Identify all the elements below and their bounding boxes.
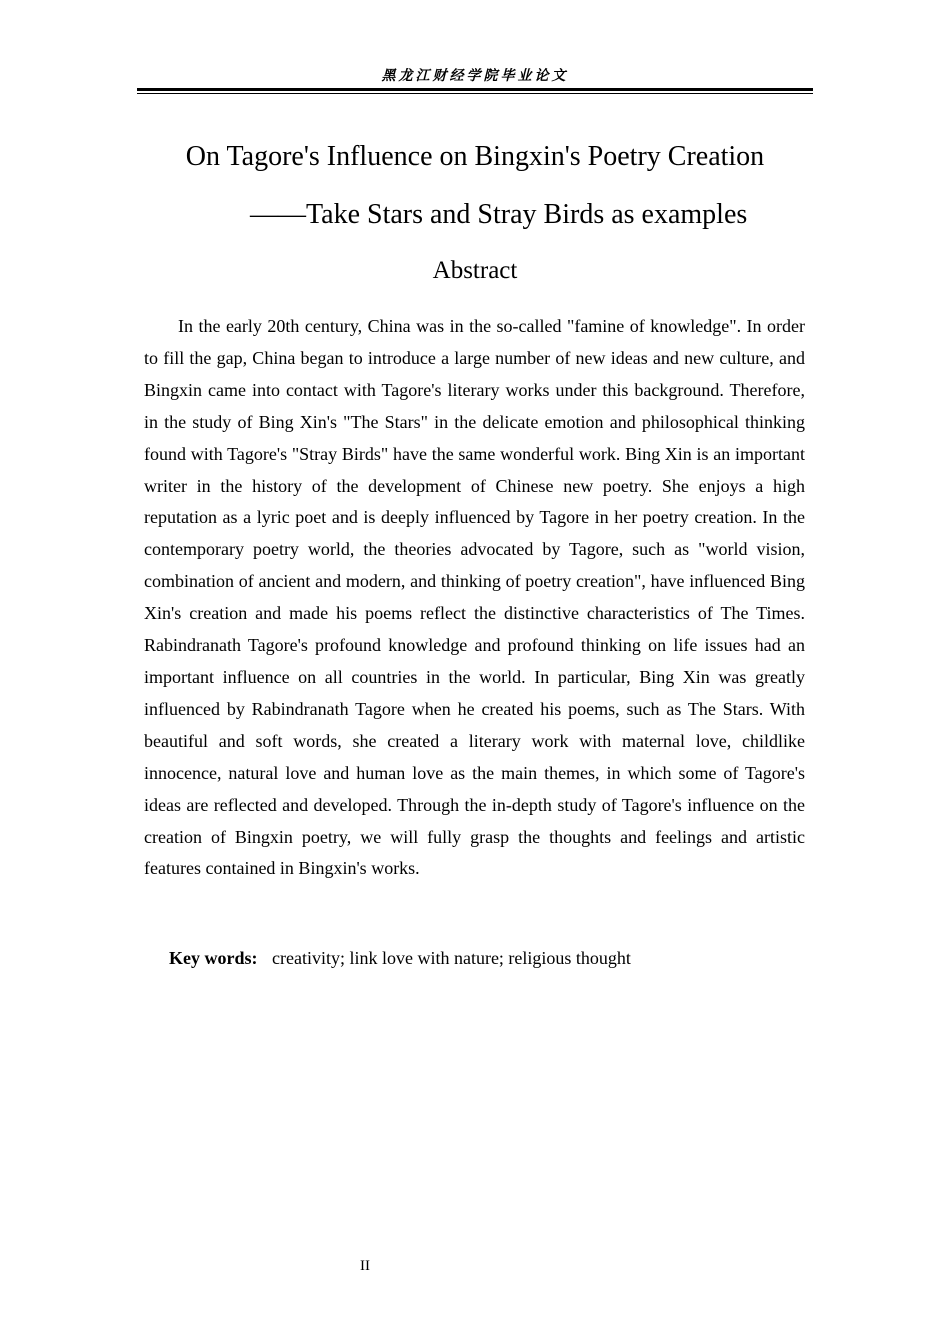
keywords-text: creativity; link love with nature; religious thought — [272, 948, 631, 968]
header-rule-thick — [137, 88, 813, 91]
header-rule-thin — [137, 93, 813, 94]
keywords-line — [169, 943, 631, 973]
keywords-label: Key words: — [169, 948, 258, 968]
abstract-heading: Abstract — [432, 257, 518, 284]
running-header: 黑龙江财经学院毕业论文 — [381, 68, 569, 84]
page-number: II — [360, 1258, 370, 1274]
abstract-body: In the early 20th century, China was in the so-called "famine of knowledge". In order to fill the gap, China began to introduce a large number of new ideas and new culture, and Bingxin came into contact with Tagore's literary works under this background. Therefore, in the study of Bing Xin's "The Stars" in the delicate emotion and philosophical thinking found with Tagore's "Stray Birds" have the same wonderful work. Bing Xin is an important writer in the history of the development of Chinese new poetry. She enjoys a high reputation as a lyric poet and is deeply influenced by Tagore in her poetry creation. In the contemporary poetry world, the theories advocated by Tagore, such as "world vision, combination of ancient and modern, and thinking of poetry creation", have influenced Bing Xin's creation and made his poems reflect the distinctive characteristics of The Times. Rabindranath Tagore's profound knowledge and profound thinking on life issues had an important influence on all countries in the world. In particular, Bing Xin was greatly influenced by Rabindranath Tagore when he created his poems, such as The Stars. With beautiful and soft words, she created a literary work with maternal love, childlike innocence, natural love and human love as the main themes, in which some of Tagore's ideas are reflected and developed. Through the in-depth study of Tagore's influence on the creation of Bingxin poetry, we will fully grasp the thoughts and feelings and artistic features contained in Bingxin's works. — [144, 316, 805, 879]
paper-title: On Tagore's Influence on Bingxin's Poetry Creation — [185, 141, 765, 172]
paper-subtitle: ——Take Stars and Stray Birds as examples — [250, 199, 748, 230]
